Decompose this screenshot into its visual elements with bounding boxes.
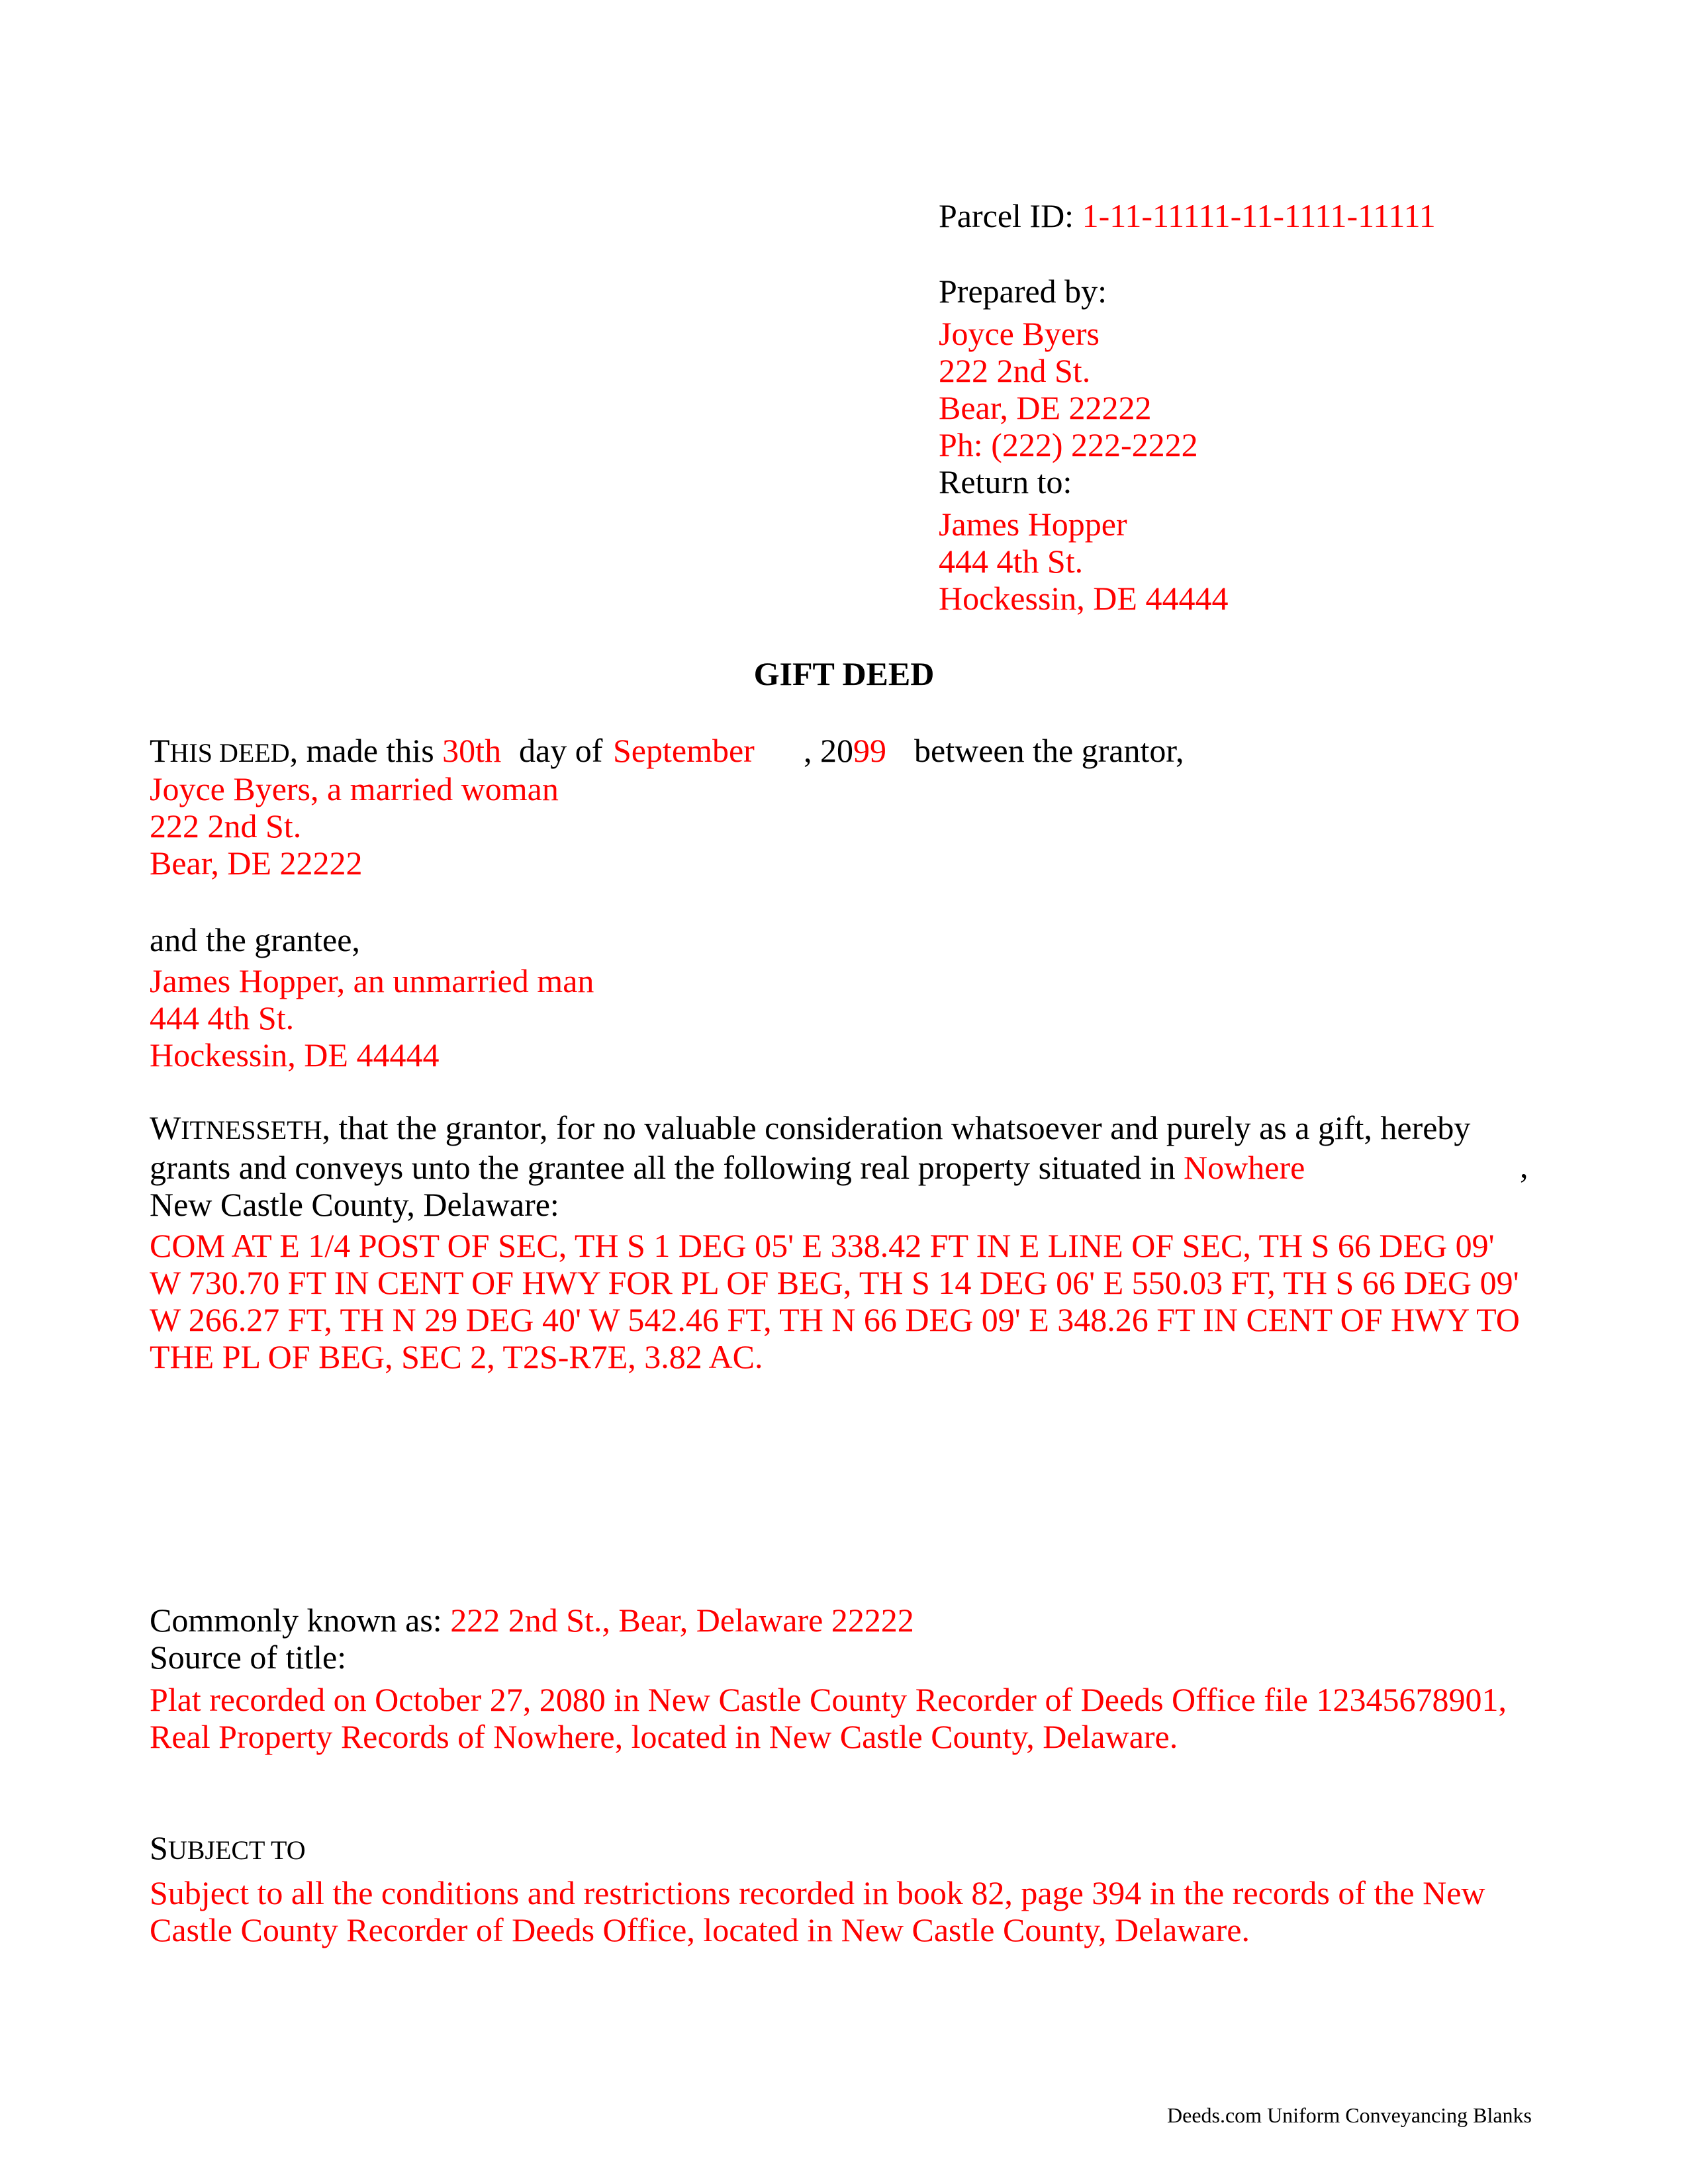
year-group [804,732,886,769]
grantee-label: and the grantee, [150,921,360,958]
grantee-name: James Hopper, an unmarried man [150,962,594,999]
witnesseth-text-3: New Castle County, Delaware: [150,1186,559,1223]
return-to-city: Hockessin, DE 44444 [939,580,1229,617]
opening-line [150,732,501,772]
parcel-id-row [939,197,1436,234]
grantor-block [150,770,559,882]
parcel-id-label: Parcel ID: [939,197,1074,234]
legal-description-line: W 730.70 FT IN CENT OF HWY FOR PL OF BEG, TH S 14 DEG 06' E 550.03 FT, TH S 66 DEG 09' [150,1264,1519,1301]
month-value: September [613,732,755,769]
footer-text: Deeds.com Uniform Conveyancing Blanks [1167,2103,1532,2127]
source-of-title-line: Real Property Records of Nowhere, located in New Castle County, Delaware. [150,1718,1178,1755]
this-deed-smallcaps: HIS DEED [169,738,290,768]
prepared-by-block [939,273,1228,617]
year-value: 99 [853,732,886,769]
grantee-block [150,921,594,1073]
source-of-title-label: Source of title: [150,1639,347,1676]
commonly-known-row [150,1602,1507,1639]
subject-to-smallcaps: UBJECT TO [167,1835,306,1865]
day-value: 30th [442,732,502,769]
subject-to-block [150,1829,1485,1948]
document-title: GIFT DEED [753,655,935,692]
legal-description-line: COM AT E 1/4 POST OF SEC, TH S 1 DEG 05' E 338.42 FT IN E LINE OF SEC, TH S 66 DEG 09' [150,1227,1495,1264]
source-of-title-line: Plat recorded on October 27, 2080 in New Castle County Recorder of Deeds Office file 12345678901, [150,1681,1507,1718]
commonly-known-label: Commonly known as: [150,1602,442,1639]
witnesseth-text-2: grants and conveys unto the grantee all the following real property situated in [150,1149,1176,1186]
witnesseth-smallcaps: ITNESSETH [181,1115,322,1145]
prepared-by-name: Joyce Byers [939,315,1100,352]
witnesseth-line-1 [150,1109,1470,1149]
commonly-known-block [150,1602,1507,1755]
return-to-label: Return to: [939,463,1072,500]
property-location: Nowhere [1184,1149,1305,1186]
subject-to-line: Castle County Recorder of Deeds Office, located in New Castle County, Delaware. [150,1911,1250,1948]
grantee-city: Hockessin, DE 44444 [150,1036,440,1073]
parcel-id-value: 1-11-11111-11-1111-11111 [1082,197,1436,234]
subject-to-heading [150,1829,1485,1869]
made-this-text: , made this [289,732,434,769]
prepared-by-phone: Ph: (222) 222-2222 [939,426,1198,463]
grantor-city: Bear, DE 22222 [150,844,363,882]
witnesseth-block [150,1109,1470,1223]
this-deed-initial: T [150,732,170,769]
return-to-name: James Hopper [939,506,1127,543]
witnesseth-initial: W [150,1109,181,1146]
prepared-by-street: 222 2nd St. [939,352,1091,389]
year-prefix: , 20 [804,732,853,769]
legal-description-line: W 266.27 FT, TH N 29 DEG 40' W 542.46 FT, TH N 66 DEG 09' E 348.26 FT IN CENT OF HWY TO [150,1301,1520,1338]
grantor-name: Joyce Byers, a married woman [150,770,559,807]
witnesseth-line-2 [150,1149,1470,1186]
day-of-text: day of [519,732,603,769]
commonly-known-value: 222 2nd St., Bear, Delaware 22222 [450,1602,914,1639]
grantor-street: 222 2nd St. [150,807,302,844]
subject-to-initial: S [150,1829,168,1866]
prepared-by-city: Bear, DE 22222 [939,389,1152,426]
legal-description-line: THE PL OF BEG, SEC 2, T2S-R7E, 3.82 AC. [150,1338,763,1375]
witnesseth-text-1: , that the grantor, for no valuable consideration whatsoever and purely as a gift, hereby [322,1109,1471,1146]
subject-to-line: Subject to all the conditions and restrictions recorded in book 82, page 394 in the records of the New [150,1874,1485,1911]
location-trailing-comma: , [1520,1148,1528,1185]
prepared-by-label: Prepared by: [939,273,1107,310]
return-to-street: 444 4th St. [939,543,1084,580]
between-grantor-text: between the grantor, [914,732,1184,769]
grantee-street: 444 4th St. [150,999,295,1036]
legal-description [150,1227,1520,1375]
